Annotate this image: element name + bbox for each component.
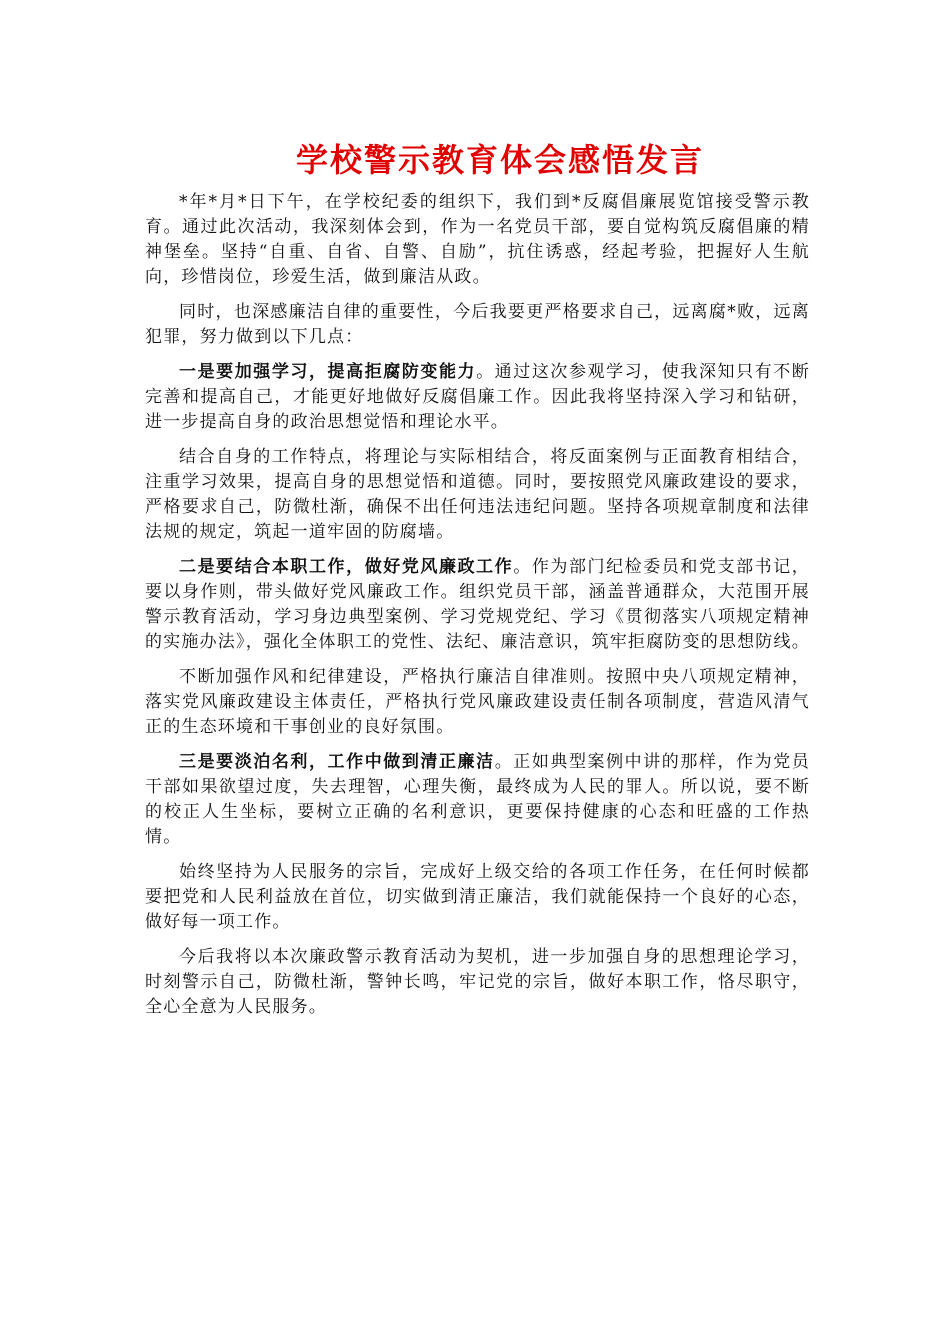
paragraph-1: [145, 190, 810, 290]
paragraph-text: 。正如典型案例中讲的那样，作为党员干部如果欲望过度，失去理智，心理失衡，最终成为人民的罪人。所以说，要不断的校正人生坐标，要树立正确的名利意识，更要保持健康的心态和旺盛的工作热情。: [145, 752, 810, 847]
paragraph-text: *年*月*日下午，在学校纪委的组织下，我们到*反腐倡廉展览馆接受警示教育。通过此次活动，我深刻体会到，作为一名党员干部，要自觉构筑反腐倡廉的精神堡垒。坚持“自重、自省、自警、自励”，抗住诱惑，经起考验，把握好人生航向，珍惜岗位，珍爱生活，做到廉洁从政。: [145, 192, 810, 287]
paragraph-7: [145, 750, 810, 850]
paragraph-text: 。作为部门纪检委员和党支部书记，要以身作则，带头做好党风廉政工作。组织党员干部，涵盖普通群众，大范围开展警示教育活动，学习身边典型案例、学习党规党纪、学习《贯彻落实八项规定精神的实施办法》，强化全体职工的党性、法纪、廉洁意识，筑牢拒腐防变的思想防线。: [145, 557, 810, 652]
paragraph-9: [145, 945, 810, 1020]
paragraph-8: [145, 860, 810, 935]
paragraph-text: 今后我将以本次廉政警示教育活动为契机，进一步加强自身的思想理论学习，时刻警示自己，防微杜渐，警钟长鸣，牢记党的宗旨，做好本职工作，恪尽职守，全心全意为人民服务。: [145, 947, 810, 1017]
paragraph-text: 始终坚持为人民服务的宗旨，完成好上级交给的各项工作任务，在任何时候都要把党和人民利益放在首位，切实做到清正廉洁，我们就能保持一个良好的心态，做好每一项工作。: [145, 862, 810, 932]
document-title: 学校警示教育体会感悟发言: [295, 141, 704, 179]
paragraph-text: 结合自身的工作特点，将理论与实际相结合，将反面案例与正面教育相结合，注重学习效果，提高自身的思想觉悟和道德。同时，要按照党风廉政建设的要求，严格要求自己，防微杜渐，确保不出任何违法违纪问题。坚持各项规章制度和法律法规的规定，筑起一道牢固的防腐墙。: [145, 447, 810, 542]
paragraph-text: 同时，也深感廉洁自律的重要性，今后我要更严格要求自己，远离腐*败，远离犯罪，努力做到以下几点：: [145, 302, 810, 347]
document-body: [145, 190, 810, 1030]
paragraph-lead: 二是要结合本职工作，做好党风廉政工作: [179, 557, 514, 577]
paragraph-text: 。通过这次参观学习，使我深知只有不断完善和提高自己，才能更好地做好反腐倡廉工作。因此我将坚持深入学习和钻研，进一步提高自身的政治思想觉悟和理论水平。: [145, 362, 810, 432]
paragraph-lead: 一是要加强学习，提高拒腐防变能力: [179, 362, 477, 382]
paragraph-5: [145, 555, 810, 655]
paragraph-4: [145, 445, 810, 545]
paragraph-3: [145, 360, 810, 435]
paragraph-lead: 三是要淡泊名利，工作中做到清正廉洁: [179, 752, 495, 772]
paragraph-6: [145, 665, 810, 740]
paragraph-text: 不断加强作风和纪律建设，严格执行廉洁自律准则。按照中央八项规定精神，落实党风廉政建设主体责任，严格执行党风廉政建设责任制各项制度，营造风清气正的生态环境和干事创业的良好氛围。: [145, 667, 810, 737]
paragraph-2: [145, 300, 810, 350]
